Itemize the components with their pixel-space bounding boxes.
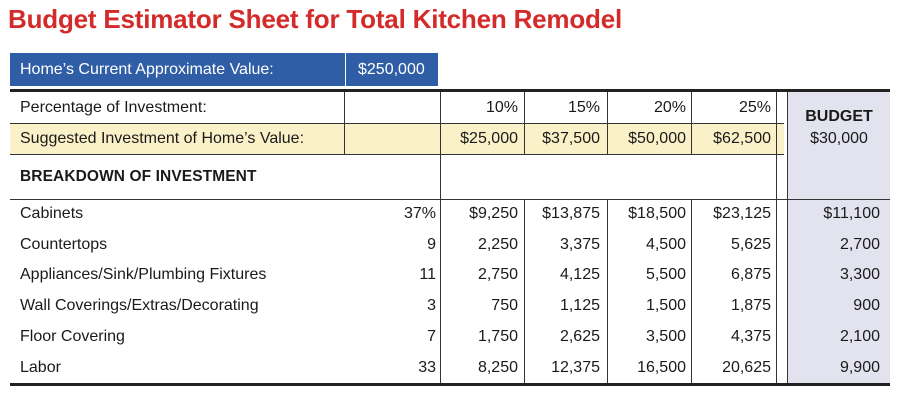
row-percent: 7 [427, 328, 436, 345]
grid-line [344, 92, 345, 154]
suggested-budget: $30,000 [810, 130, 868, 147]
grid-line [440, 92, 441, 383]
grid-line [10, 154, 784, 155]
row-value: 1,500 [645, 297, 686, 314]
percentage-15: 15% [567, 99, 600, 116]
row-value: 20,625 [722, 359, 771, 376]
grid-line [691, 199, 692, 383]
row-value: $9,250 [469, 205, 518, 222]
grid-line [10, 199, 890, 200]
row-value: 5,500 [645, 266, 686, 283]
grid-line [524, 92, 525, 154]
grid-line [10, 123, 784, 124]
row-budget: 3,300 [839, 266, 880, 283]
row-percent: 9 [427, 236, 436, 253]
row-value: 2,625 [559, 328, 600, 345]
row-value: 16,500 [637, 359, 686, 376]
row-label: Wall Coverings/Extras/Decorating [20, 297, 259, 314]
row-value: 3,500 [645, 328, 686, 345]
percentage-label: Percentage of Investment: [20, 99, 207, 116]
row-value: 4,375 [730, 328, 771, 345]
grid-line [524, 199, 525, 383]
percentage-25: 25% [738, 99, 771, 116]
table-bottom-rule [10, 383, 890, 386]
grid-line [607, 199, 608, 383]
row-value: 4,500 [645, 236, 686, 253]
row-value: 1,750 [477, 328, 518, 345]
row-value: 1,875 [730, 297, 771, 314]
row-label: Appliances/Sink/Plumbing Fixtures [20, 266, 267, 283]
budget-header: BUDGET [805, 108, 873, 125]
row-budget: 9,900 [839, 359, 880, 376]
row-value: 3,375 [559, 236, 600, 253]
row-budget: 900 [853, 297, 880, 314]
percentage-20: 20% [653, 99, 686, 116]
row-label: Labor [20, 359, 61, 376]
row-value: 2,250 [477, 236, 518, 253]
row-value: $23,125 [713, 205, 771, 222]
row-value: 1,125 [559, 297, 600, 314]
row-label: Floor Covering [20, 328, 125, 345]
row-value: 750 [491, 297, 518, 314]
row-percent: 3 [427, 297, 436, 314]
suggested-10: $25,000 [460, 130, 518, 147]
breakdown-header: BREAKDOWN OF INVESTMENT [20, 168, 257, 185]
row-value: 8,250 [477, 359, 518, 376]
suggested-15: $37,500 [542, 130, 600, 147]
grid-line [787, 92, 788, 383]
home-value-row [10, 53, 438, 86]
home-value-label: Home’s Current Approximate Value: [10, 53, 346, 86]
row-value: 12,375 [551, 359, 600, 376]
suggested-label: Suggested Investment of Home’s Value: [20, 130, 305, 147]
row-budget: 2,700 [839, 236, 880, 253]
grid-line [691, 92, 692, 154]
row-value: 6,875 [730, 266, 771, 283]
table-top-rule [10, 89, 890, 92]
row-label: Countertops [20, 236, 108, 253]
row-budget: 2,100 [839, 328, 880, 345]
row-value: $13,875 [542, 205, 600, 222]
row-percent: 37% [403, 205, 436, 222]
grid-line [776, 92, 777, 383]
row-label: Cabinets [20, 205, 84, 222]
suggested-20: $50,000 [628, 130, 686, 147]
row-value: $18,500 [628, 205, 686, 222]
row-percent: 33 [418, 359, 436, 376]
row-value: 4,125 [559, 266, 600, 283]
grid-line [607, 92, 608, 154]
row-percent: 11 [419, 266, 436, 283]
row-value: 2,750 [477, 266, 518, 283]
home-value-amount: $250,000 [346, 53, 438, 86]
row-budget: $11,100 [823, 205, 880, 222]
page-title: Budget Estimator Sheet for Total Kitchen Remodel [8, 4, 622, 34]
suggested-25: $62,500 [713, 130, 771, 147]
row-value: 5,625 [730, 236, 771, 253]
percentage-10: 10% [485, 99, 518, 116]
